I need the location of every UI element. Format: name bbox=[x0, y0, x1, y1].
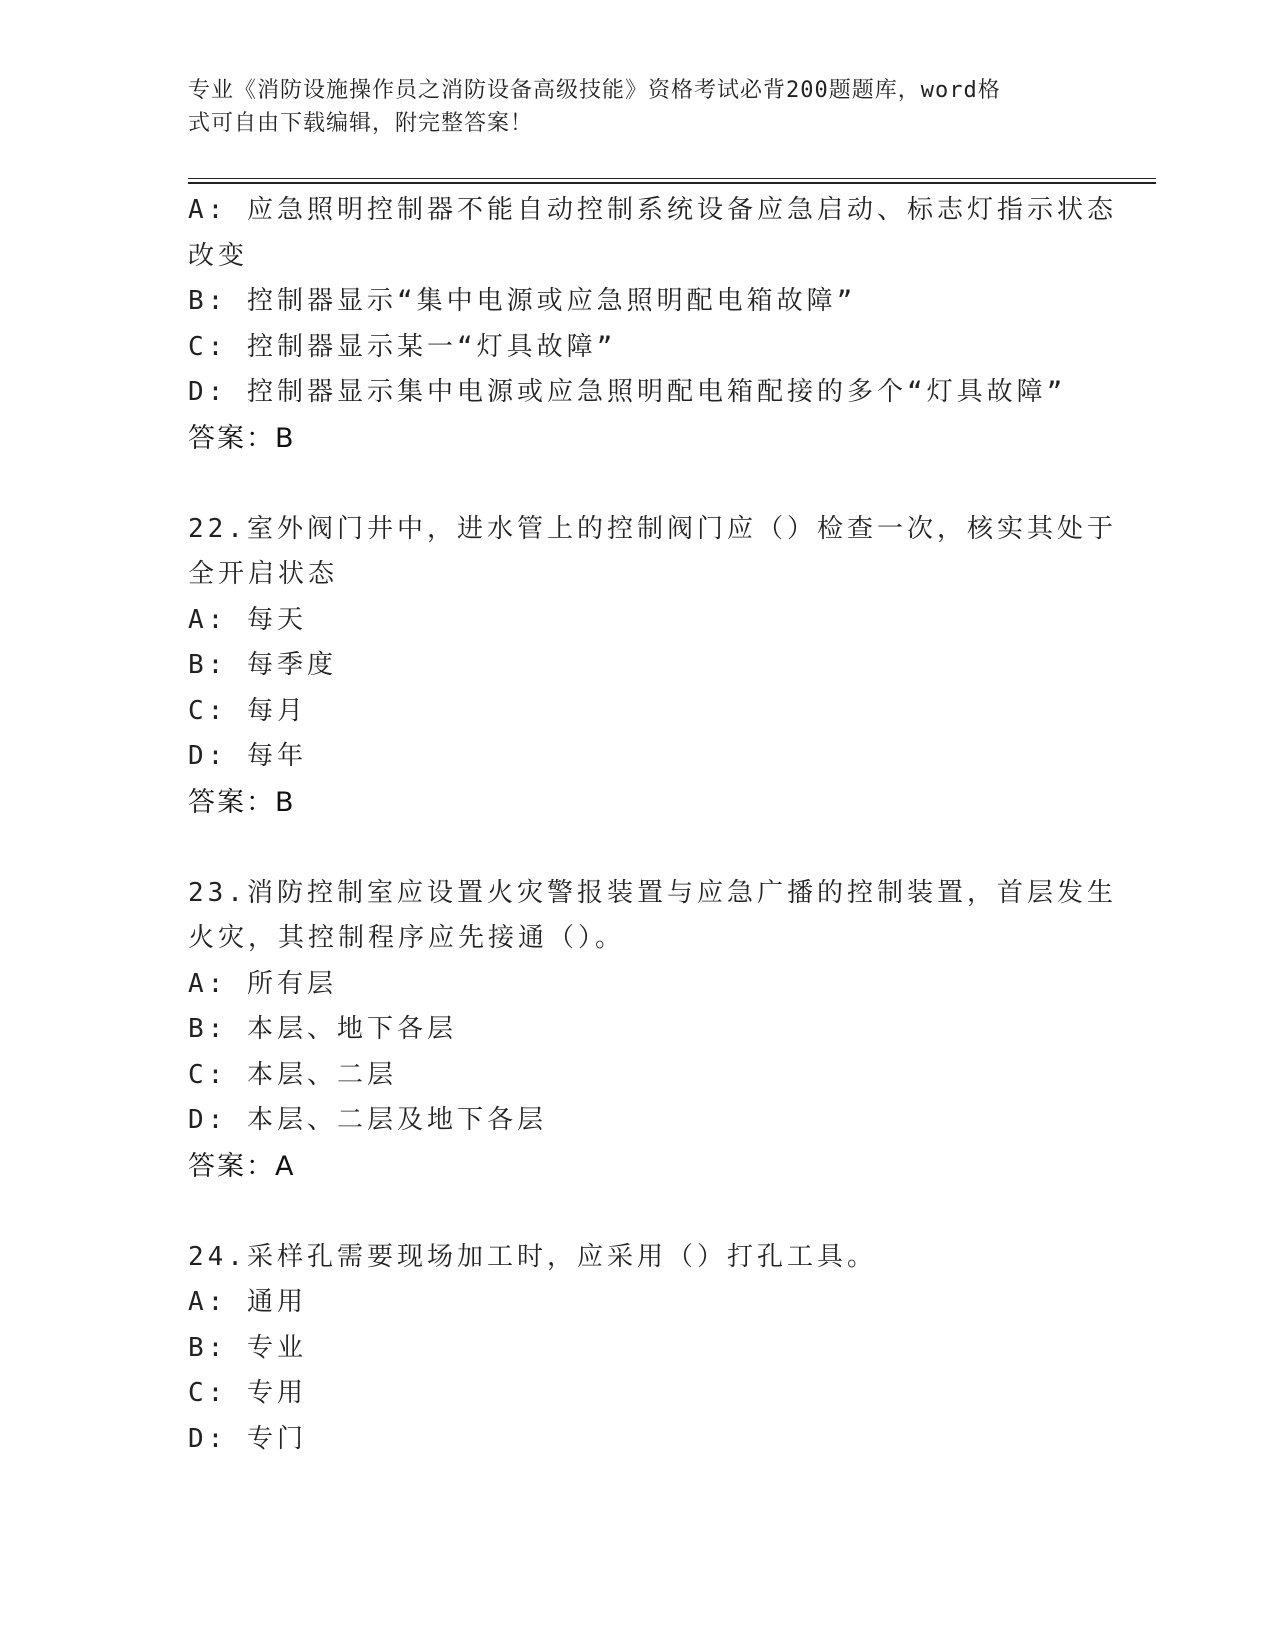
question-list bbox=[188, 188, 1117, 1462]
header-line-1: 专业《消防设施操作员之消防设备高级技能》资格考试必背200题题库，word格 bbox=[188, 78, 1001, 103]
question-block-24 bbox=[188, 1235, 1088, 1463]
answer-line: 答案：A bbox=[188, 1150, 296, 1182]
question-block-23 bbox=[188, 871, 1117, 1190]
question-stem-line-1: 23.消防控制室应设置火灾警报装置与应急广播的控制装置，首层发生 bbox=[188, 877, 1117, 908]
header-divider-thick bbox=[188, 182, 1156, 184]
option-d: D: 控制器显示集中电源或应急照明配电箱配接的多个“灯具故障” bbox=[188, 377, 1067, 407]
question-stem-line-1: 24.采样孔需要现场加工时，应采用（）打孔工具。 bbox=[188, 1241, 877, 1272]
spacer bbox=[188, 1189, 1088, 1235]
header-line-2: 式可自由下载编辑，附完整答案！ bbox=[188, 111, 534, 136]
option-b: B: 每季度 bbox=[188, 650, 337, 680]
option-d: D: 每年 bbox=[188, 741, 307, 771]
option-b: B: 本层、地下各层 bbox=[188, 1014, 457, 1044]
question-block-21 bbox=[188, 188, 1117, 461]
option-c: C: 本层、二层 bbox=[188, 1059, 397, 1090]
option-d: D: 专门 bbox=[188, 1423, 307, 1454]
question-block-22 bbox=[188, 507, 1117, 826]
option-d: D: 本层、二层及地下各层 bbox=[188, 1105, 547, 1135]
spacer bbox=[188, 461, 1088, 507]
option-b: B: 控制器显示“集中电源或应急照明配电箱故障” bbox=[188, 286, 857, 316]
answer-line: 答案：B bbox=[188, 422, 296, 454]
question-stem-line-1: 22.室外阀门井中，进水管上的控制阀门应（）检查一次，核实其处于 bbox=[188, 513, 1117, 544]
spacer bbox=[188, 825, 1088, 871]
option-a: A: 所有层 bbox=[188, 968, 337, 999]
option-a-line-2: 改变 bbox=[188, 240, 249, 271]
header-divider-thin bbox=[188, 178, 1156, 179]
option-c: C: 专用 bbox=[188, 1378, 307, 1408]
question-stem-line-2: 全开启状态 bbox=[188, 559, 339, 589]
option-a-line-1: A: 应急照明控制器不能自动控制系统设备应急启动、标志灯指示状态 bbox=[188, 195, 1117, 225]
option-a: A: 通用 bbox=[188, 1287, 307, 1317]
answer-line: 答案：B bbox=[188, 786, 296, 818]
option-a: A: 每天 bbox=[188, 604, 307, 635]
document-header bbox=[188, 74, 1088, 140]
question-stem-line-2: 火灾，其控制程序应先接通（）。 bbox=[188, 923, 626, 953]
option-b: B: 专业 bbox=[188, 1332, 307, 1363]
option-c: C: 控制器显示某一“灯具故障” bbox=[188, 331, 617, 362]
option-c: C: 每月 bbox=[188, 695, 307, 726]
